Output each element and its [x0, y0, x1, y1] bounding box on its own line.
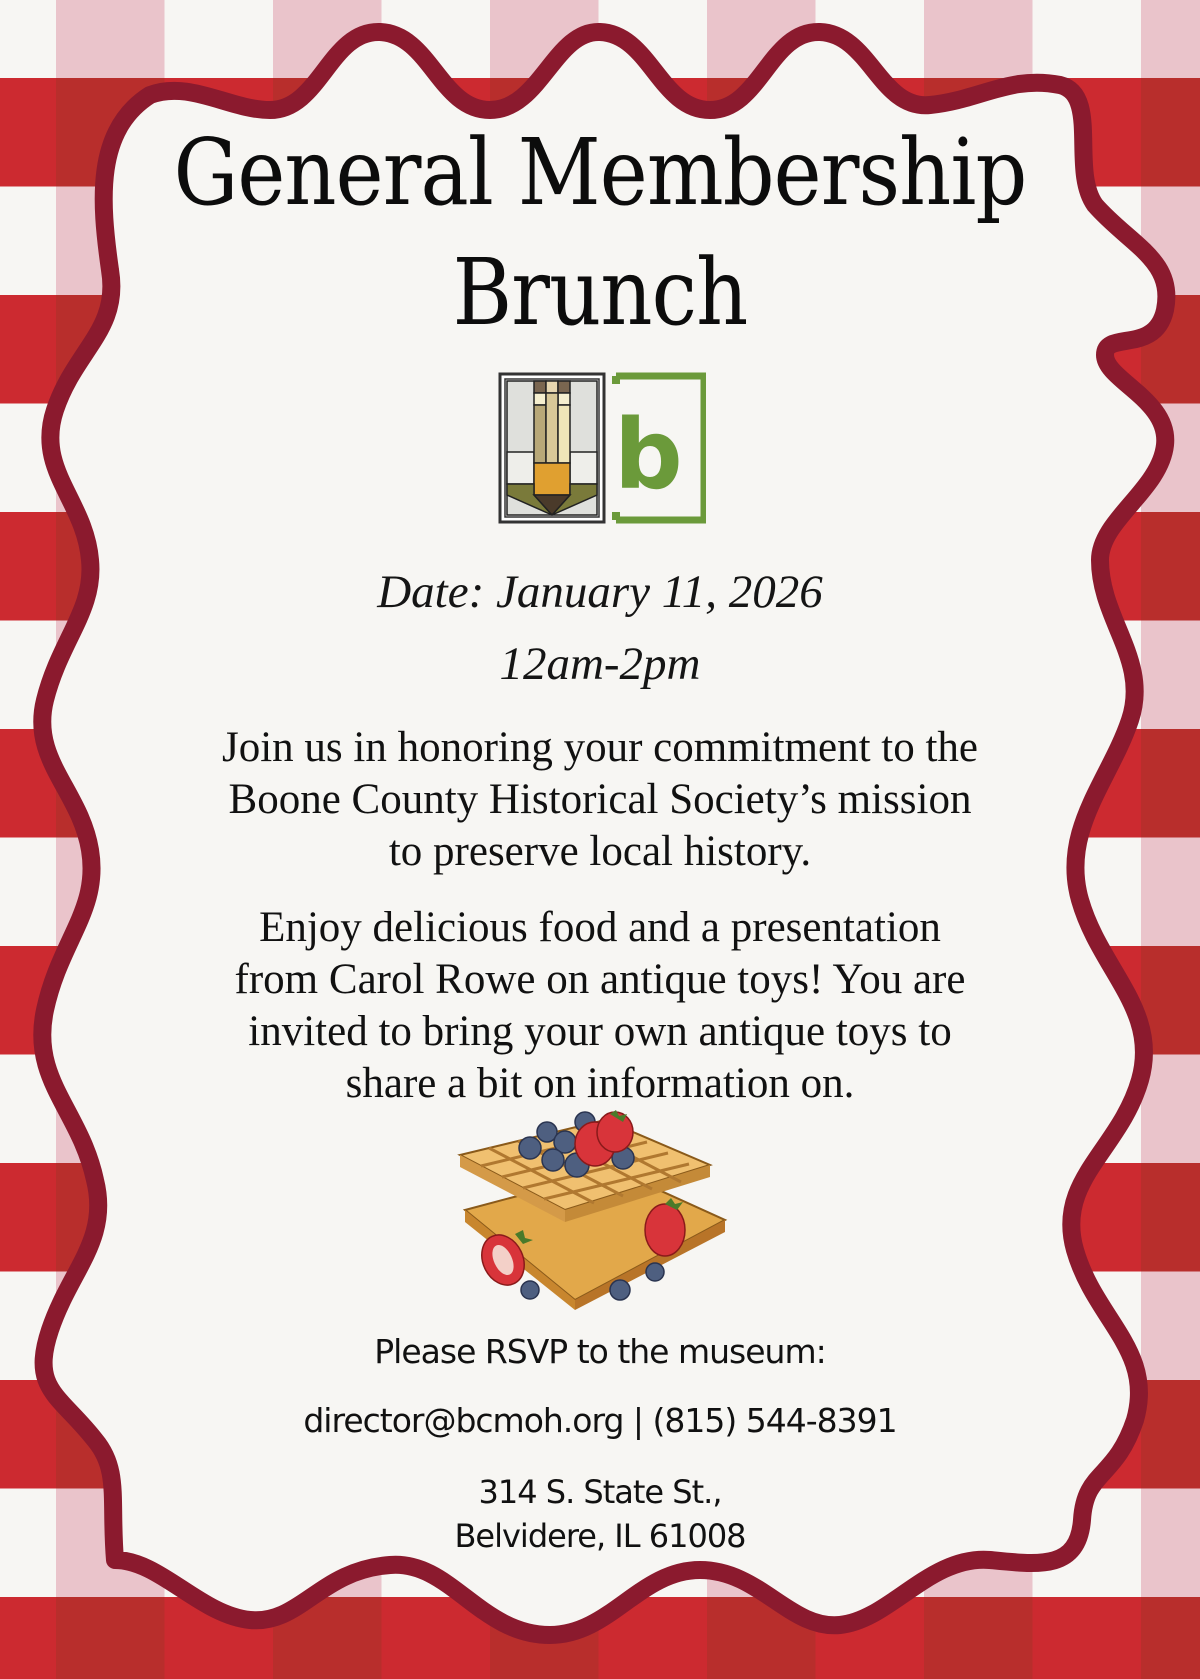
waffles-with-berries-illustration — [455, 1110, 755, 1320]
event-time: 12am-2pm — [499, 638, 701, 690]
flyer-title-line2: Brunch — [452, 239, 748, 346]
letter-b-bracket-icon — [612, 376, 704, 520]
event-date: Date: January 11, 2026 — [377, 566, 823, 618]
address-line: 314 S. State St., — [478, 1473, 722, 1511]
intro-line: to preserve local history. — [388, 828, 812, 875]
intro-line: Boone County Historical Society’s mission — [228, 776, 972, 823]
details-line: Enjoy delicious food and a presentation — [259, 904, 941, 951]
rsvp-label: Please RSVP to the museum: — [374, 1332, 826, 1371]
intro-paragraph — [100, 722, 1100, 878]
museum-address — [0, 1470, 1200, 1558]
address-line: Belvidere, IL 61008 — [454, 1517, 746, 1555]
svg-text:b: b — [614, 399, 683, 511]
details-paragraph — [100, 902, 1100, 1110]
stained-glass-pencil-icon — [500, 374, 604, 522]
organization-logo — [498, 372, 706, 524]
contact-info: director@bcmoh.org | (815) 544-8391 — [303, 1401, 897, 1440]
details-line: invited to bring your own antique toys to — [248, 1008, 952, 1055]
details-line: share a bit on information on. — [345, 1060, 855, 1107]
intro-line: Join us in honoring your commitment to the — [221, 724, 979, 771]
flyer-title-line1: General Membership — [173, 119, 1027, 226]
details-line: from Carol Rowe on antique toys! You are — [234, 956, 966, 1003]
